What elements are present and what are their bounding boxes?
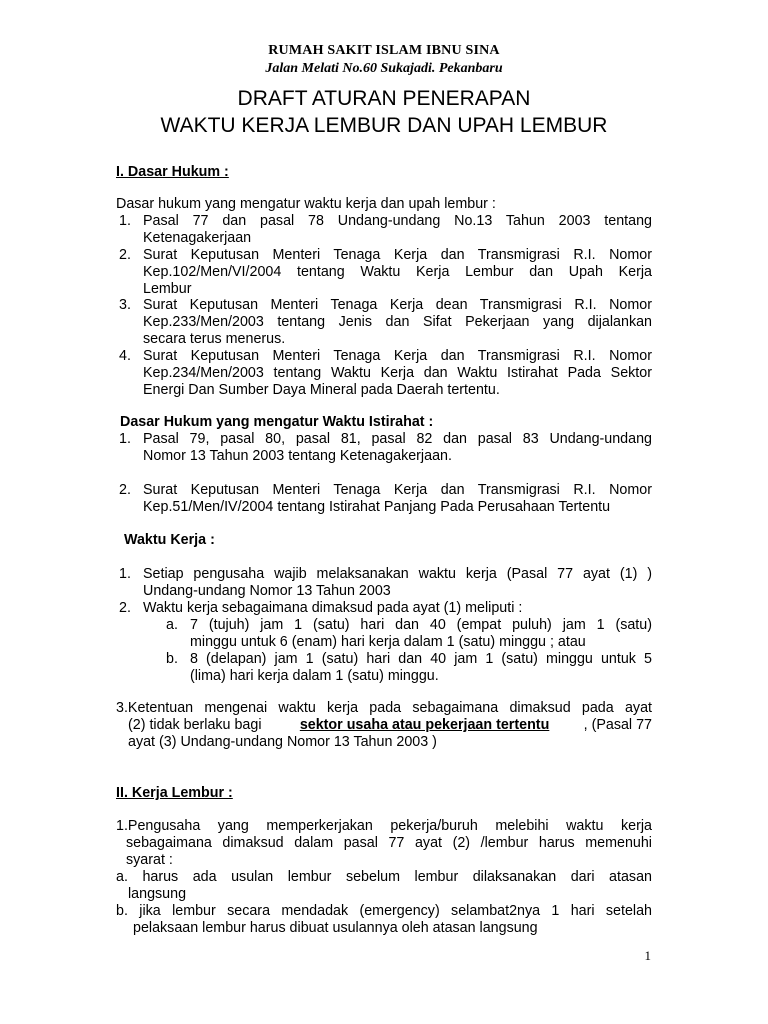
list-item-line: Ketenagakerjaan [143, 230, 252, 246]
list-number: 2. [119, 482, 131, 498]
list-item-line: Kep.234/Men/2003 tentang Waktu Kerja dan Waktu Istirahat Pada Sektor [143, 365, 652, 381]
page-number: 1 [644, 948, 651, 963]
list-number: 1. [119, 431, 131, 447]
list-item-line: Surat Keputusan Menteri Tenaga Kerja dean Transmigrasi R.I. Nomor [143, 297, 652, 313]
document-title-line1: DRAFT ATURAN PENERAPAN [237, 87, 531, 110]
waktu-kerja-heading: Waktu Kerja : [124, 532, 215, 548]
list-item-line: Energi Dan Sumber Daya Mineral pada Daerah tertentu. [143, 382, 500, 398]
list-number: 4. [119, 348, 131, 364]
list-item-line: Kep.51/Men/IV/2004 tentang Istirahat Panjang Pada Perusahaan Tertentu [143, 499, 611, 515]
section1-intro: Dasar hukum yang mengatur waktu kerja dan upah lembur : [116, 196, 496, 212]
list-item-line: Setiap pengusaha wajib melaksanakan waktu kerja (Pasal 77 ayat (1) ) [143, 566, 652, 582]
list-item-line: Kep.233/Men/2003 tentang Jenis dan Sifat Pekerjaan yang dijalankan [143, 314, 652, 330]
list-item-line: Surat Keputusan Menteri Tenaga Kerja dan Transmigrasi R.I. Nomor [143, 348, 652, 364]
paragraph-line: b. jika lembur secara mendadak (emergency) selambat2nya 1 hari setelah [116, 903, 652, 919]
list-item-line: Kep.102/Men/VI/2004 tentang Waktu Kerja Lembur dan Upah Kerja [143, 264, 652, 280]
list-item-line: Pasal 77 dan pasal 78 Undang-undang No.13 Tahun 2003 tentang [143, 213, 652, 229]
list-number: 3. [119, 297, 131, 313]
paragraph-line: syarat : [126, 852, 173, 868]
istirahat-heading: Dasar Hukum yang mengatur Waktu Istirahat : [120, 414, 434, 430]
paragraph-line: 3.Ketentuan mengenai waktu kerja pada sebagaimana dimaksud pada ayat [116, 700, 652, 716]
section2-heading: II. Kerja Lembur : [116, 785, 233, 801]
sublist-letter: a. [166, 617, 178, 633]
paragraph-line: pelaksaan lembur harus dibuat usulannya oleh atasan langsung [133, 920, 538, 936]
sublist-item-line: 8 (delapan) jam 1 (satu) hari dan 40 jam 1 (satu) minggu untuk 5 [190, 651, 652, 667]
emphasized-text: sektor usaha atau pekerjaan tertentu [299, 717, 550, 733]
list-item-line: Undang-undang Nomor 13 Tahun 2003 [143, 583, 391, 599]
institution-name: RUMAH SAKIT ISLAM IBNU SINA [268, 43, 500, 58]
list-item-line: Waktu kerja sebagaimana dimaksud pada ayat (1) meliputi : [143, 600, 523, 616]
sublist-item-line: (lima) hari kerja dalam 1 (satu) minggu. [190, 668, 439, 684]
paragraph-line [128, 717, 652, 734]
list-item-line: Lembur [143, 281, 192, 297]
document-title-line2: WAKTU KERJA LEMBUR DAN UPAH LEMBUR [160, 114, 608, 137]
paragraph-line: sebagaimana dimaksud dalam pasal 77 ayat (2) /lembur harus memenuhi [126, 835, 652, 851]
list-item-line: Pasal 79, pasal 80, pasal 81, pasal 82 dan pasal 83 Undang-undang [143, 431, 652, 447]
text-span: , (Pasal 77 [583, 717, 652, 733]
paragraph-line: langsung [128, 886, 187, 902]
list-number: 2. [119, 600, 131, 616]
paragraph-line: 1.Pengusaha yang memperkerjakan pekerja/buruh melebihi waktu kerja [116, 818, 652, 834]
sublist-letter: b. [166, 651, 178, 667]
paragraph-line: a. harus ada usulan lembur sebelum lembur dilaksanakan dari atasan [116, 869, 652, 885]
list-number: 1. [119, 566, 131, 582]
list-item-line: Surat Keputusan Menteri Tenaga Kerja dan Transmigrasi R.I. Nomor [143, 247, 652, 263]
text-span: (2) tidak berlaku bagi [128, 717, 266, 733]
list-number: 2. [119, 247, 131, 263]
institution-address: Jalan Melati No.60 Sukajadi. Pekanbaru [265, 61, 503, 76]
section1-heading: I. Dasar Hukum : [116, 164, 229, 180]
sublist-item-line: minggu untuk 6 (enam) hari kerja dalam 1 (satu) minggu ; atau [190, 634, 586, 650]
list-number: 1. [119, 213, 131, 229]
sublist-item-line: 7 (tujuh) jam 1 (satu) hari dan 40 (empat puluh) jam 1 (satu) [190, 617, 652, 633]
list-item-line: Surat Keputusan Menteri Tenaga Kerja dan Transmigrasi R.I. Nomor [143, 482, 652, 498]
paragraph-line: ayat (3) Undang-undang Nomor 13 Tahun 2003 ) [128, 734, 437, 750]
list-item-line: secara terus menerus. [143, 331, 286, 347]
list-item-line: Nomor 13 Tahun 2003 tentang Ketenagakerjaan. [143, 448, 452, 464]
